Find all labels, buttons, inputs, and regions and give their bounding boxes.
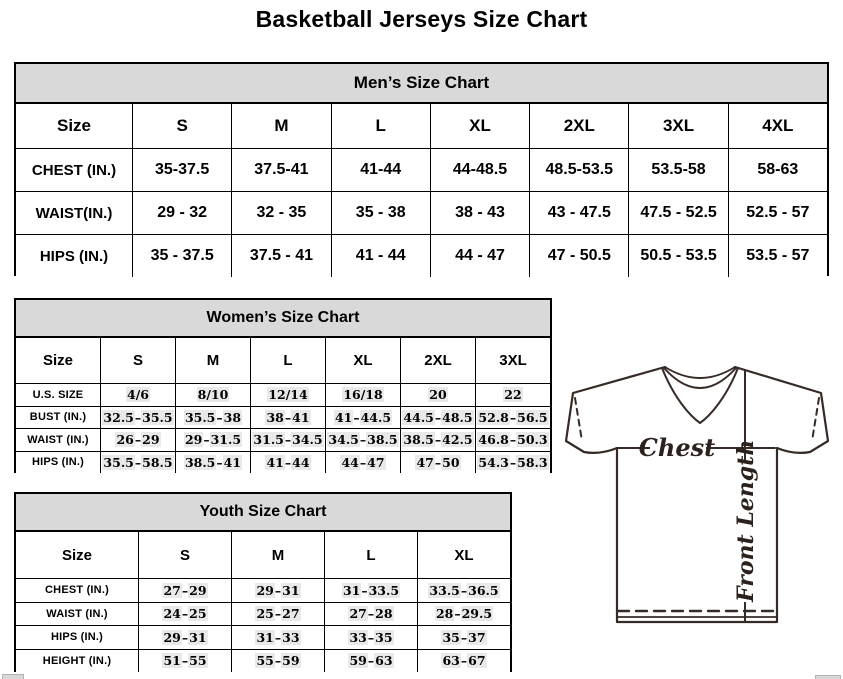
size-value-cell [232, 603, 324, 626]
value-fragment: 41 [334, 409, 353, 425]
size-value-cell: 53.5-58 [629, 149, 727, 191]
size-value-cell [251, 429, 325, 451]
value-fragment: 33.5 [429, 582, 460, 598]
value-fragment: – [454, 606, 461, 622]
size-value-cell: 38 - 43 [431, 192, 529, 234]
value-fragment: 44.5 [360, 409, 392, 425]
womens-size-table [14, 298, 552, 473]
value-fragment: 48.5 [442, 409, 473, 425]
size-column-header: M [176, 338, 250, 383]
size-value-cell [232, 650, 324, 673]
size-value-cell: 47 - 50.5 [530, 235, 628, 277]
value-fragment: 31.5 [253, 432, 284, 448]
value-fragment: – [284, 432, 292, 448]
table-title-bar: Youth Size Chart [16, 494, 510, 532]
value-fragment: 41 [266, 454, 284, 470]
size-value-cell [251, 407, 325, 429]
value-fragment: – [134, 432, 142, 448]
value-fragment: 24 [163, 606, 181, 622]
size-value-cell [325, 626, 417, 649]
size-value-cell [139, 603, 231, 626]
value-fragment: 38.5 [367, 432, 398, 448]
size-value-cell: 58-63 [729, 149, 827, 191]
size-corner-header: Size [16, 532, 138, 578]
front-length-label: Front Length [733, 439, 759, 602]
value-fragment: 41 [292, 409, 310, 425]
size-value-cell: 32 - 35 [232, 192, 330, 234]
size-value-cell [326, 452, 400, 474]
size-value-cell [418, 626, 510, 649]
size-column-header: XL [326, 338, 400, 383]
value-fragment: – [359, 432, 367, 448]
value-fragment: 27 [163, 582, 181, 598]
value-fragment: 33 [282, 629, 300, 645]
value-fragment: 34.5 [328, 432, 359, 448]
size-value-cell [418, 603, 510, 626]
measurement-row-label: HIPS (IN.) [16, 235, 132, 277]
size-column-header: XL [418, 532, 510, 578]
value-fragment: – [509, 454, 517, 470]
value-fragment: – [361, 582, 368, 598]
size-value-cell: 29 - 32 [133, 192, 231, 234]
value-fragment: 54.3 [478, 454, 509, 470]
value-fragment: – [181, 582, 189, 598]
value-fragment: 27 [282, 606, 300, 622]
size-column-header: 3XL [476, 338, 550, 383]
measurement-row-label: CHEST (IN.) [16, 149, 132, 191]
size-column-header: M [232, 104, 330, 148]
value-fragment: 29 [142, 432, 160, 448]
value-fragment: 59 [282, 653, 300, 669]
size-value-cell [101, 429, 175, 451]
size-value-cell: 35 - 37.5 [133, 235, 231, 277]
cropped-ui-fragment-right [815, 675, 841, 679]
mens-size-table [14, 62, 829, 276]
value-fragment: 28 [375, 606, 393, 622]
size-value-cell [139, 626, 231, 649]
size-corner-header: Size [16, 338, 100, 383]
value-fragment: 31.5 [210, 432, 242, 448]
size-column-header: 2XL [530, 104, 628, 148]
size-value-cell: 35 - 38 [332, 192, 430, 234]
size-column-header: S [139, 532, 231, 578]
value-fragment: 31 [282, 582, 300, 598]
size-value-cell [326, 429, 400, 451]
size-grid [16, 532, 510, 672]
value-fragment: 34.5 [292, 432, 323, 448]
size-value-cell [176, 429, 250, 451]
value-fragment: 29 [184, 432, 203, 448]
table-title-bar: Women’s Size Chart [16, 300, 550, 338]
value-fragment: 59 [349, 653, 367, 669]
size-value-cell: 35-37.5 [133, 149, 231, 191]
size-value-cell [326, 407, 400, 429]
jersey-measurement-diagram [554, 362, 841, 674]
value-fragment: 26 [116, 432, 134, 448]
measurement-row-label: WAIST (IN.) [16, 429, 100, 451]
size-grid [16, 338, 550, 473]
size-value-cell [418, 650, 510, 673]
size-value-cell [101, 452, 175, 474]
value-fragment: 35.5 [103, 454, 134, 470]
value-fragment: 58.3 [517, 454, 548, 470]
size-value-cell [176, 452, 250, 474]
value-fragment: 33.5 [368, 582, 400, 598]
value-fragment: – [359, 454, 367, 470]
size-value-cell [101, 384, 175, 406]
size-value-cell [251, 452, 325, 474]
measurement-row-label: HIPS (IN.) [16, 452, 100, 474]
measurement-row-label: U.S. SIZE [16, 384, 100, 406]
chest-label: Chest [638, 433, 716, 462]
value-fragment: 38.5 [403, 432, 434, 448]
table-title-bar: Men’s Size Chart [16, 64, 827, 104]
value-fragment: 35.5 [142, 409, 173, 425]
value-fragment: – [284, 454, 292, 470]
measurement-row-label: HIPS (IN.) [16, 626, 138, 649]
size-corner-header: Size [16, 104, 132, 148]
value-fragment: 12/14 [268, 387, 308, 403]
value-fragment: 50 [442, 454, 460, 470]
value-fragment: 67 [468, 653, 486, 669]
value-fragment: 42.5 [442, 432, 473, 448]
value-fragment: – [203, 432, 210, 448]
size-value-cell [325, 579, 417, 602]
value-fragment: 35 [375, 629, 393, 645]
size-value-cell [232, 579, 324, 602]
value-fragment: 38 [223, 409, 242, 425]
size-column-header: M [232, 532, 324, 578]
value-fragment: 63 [442, 653, 460, 669]
size-value-cell: 37.5-41 [232, 149, 330, 191]
value-fragment: 25 [256, 606, 274, 622]
value-fragment: 51 [163, 653, 181, 669]
value-fragment: – [434, 454, 442, 470]
value-fragment: – [367, 653, 375, 669]
size-value-cell: 41 - 44 [332, 235, 430, 277]
value-fragment: – [134, 409, 142, 425]
size-column-header: L [332, 104, 430, 148]
value-fragment: – [216, 454, 223, 470]
value-fragment: 29 [256, 582, 274, 598]
value-fragment: – [181, 629, 189, 645]
size-value-cell [401, 407, 475, 429]
collar-band [665, 367, 735, 378]
value-fragment: 38.5 [184, 454, 216, 470]
value-fragment: 55 [256, 653, 274, 669]
size-value-cell [476, 407, 550, 429]
size-value-cell [176, 407, 250, 429]
value-fragment: 52.8 [478, 409, 509, 425]
size-value-cell [476, 452, 550, 474]
value-fragment: – [274, 606, 282, 622]
value-fragment: – [181, 653, 189, 669]
measurement-row-label: CHEST (IN.) [16, 579, 138, 602]
value-fragment: 28 [435, 606, 454, 622]
value-fragment: – [367, 629, 375, 645]
value-fragment: 37 [468, 629, 486, 645]
size-value-cell [232, 626, 324, 649]
size-value-cell: 50.5 - 53.5 [629, 235, 727, 277]
size-value-cell [325, 603, 417, 626]
value-fragment: – [434, 432, 442, 448]
value-fragment: 29 [163, 629, 181, 645]
value-fragment: 44 [292, 454, 310, 470]
size-column-header: 4XL [729, 104, 827, 148]
size-value-cell: 43 - 47.5 [530, 192, 628, 234]
value-fragment: 20 [429, 387, 447, 403]
value-fragment: – [216, 409, 223, 425]
value-fragment: 41 [223, 454, 242, 470]
value-fragment: – [367, 606, 375, 622]
size-value-cell [139, 579, 231, 602]
value-fragment: 55 [189, 653, 207, 669]
value-fragment: 47 [416, 454, 434, 470]
value-fragment: 35.5 [184, 409, 216, 425]
size-value-cell: 44-48.5 [431, 149, 529, 191]
value-fragment: – [509, 409, 517, 425]
size-value-cell [251, 384, 325, 406]
value-fragment: 44.5 [403, 409, 434, 425]
size-value-cell [476, 384, 550, 406]
size-value-cell [101, 407, 175, 429]
size-grid [16, 104, 827, 277]
value-fragment: – [460, 582, 468, 598]
value-fragment: 8/10 [197, 387, 229, 403]
measurement-row-label: BUST (IN.) [16, 407, 100, 429]
value-fragment: 31 [342, 582, 361, 598]
size-column-header: L [325, 532, 417, 578]
youth-size-table [14, 492, 512, 672]
size-column-header: L [251, 338, 325, 383]
size-value-cell [418, 579, 510, 602]
value-fragment: 38 [266, 409, 284, 425]
size-value-cell [401, 429, 475, 451]
size-column-header: 3XL [629, 104, 727, 148]
cropped-ui-fragment-left [2, 674, 24, 679]
value-fragment: 25 [189, 606, 207, 622]
value-fragment: 50.3 [517, 432, 548, 448]
value-fragment: 29.5 [461, 606, 493, 622]
value-fragment: 46.8 [478, 432, 509, 448]
size-column-header: S [101, 338, 175, 383]
value-fragment: – [274, 629, 282, 645]
value-fragment: 32.5 [103, 409, 134, 425]
value-fragment: – [353, 409, 360, 425]
value-fragment: 4/6 [127, 387, 149, 403]
jersey-outline [566, 367, 828, 622]
value-fragment: 29 [189, 582, 207, 598]
size-value-cell: 48.5-53.5 [530, 149, 628, 191]
size-value-cell [401, 384, 475, 406]
value-fragment: – [134, 454, 142, 470]
size-column-header: S [133, 104, 231, 148]
size-value-cell: 41-44 [332, 149, 430, 191]
value-fragment: – [434, 409, 442, 425]
value-fragment: 16/18 [343, 387, 383, 403]
value-fragment: – [509, 432, 517, 448]
page-title: Basketball Jerseys Size Chart [255, 6, 588, 32]
value-fragment: 27 [349, 606, 367, 622]
size-column-header: 2XL [401, 338, 475, 383]
measurement-row-label: HEIGHT (IN.) [16, 650, 138, 673]
value-fragment: – [274, 653, 282, 669]
size-value-cell: 53.5 - 57 [729, 235, 827, 277]
value-fragment: 35 [442, 629, 460, 645]
measurement-row-label: WAIST (IN.) [16, 603, 138, 626]
size-value-cell: 44 - 47 [431, 235, 529, 277]
value-fragment: 33 [349, 629, 367, 645]
value-fragment: – [274, 582, 282, 598]
size-value-cell [325, 650, 417, 673]
measurement-row-label: WAIST(IN.) [16, 192, 132, 234]
size-value-cell: 52.5 - 57 [729, 192, 827, 234]
size-value-cell [476, 429, 550, 451]
value-fragment: 36.5 [468, 582, 499, 598]
size-value-cell: 37.5 - 41 [232, 235, 330, 277]
value-fragment: 44 [341, 454, 359, 470]
left-cuff-dashed-line [575, 398, 582, 441]
value-fragment: – [460, 653, 468, 669]
size-value-cell: 47.5 - 52.5 [629, 192, 727, 234]
value-fragment: 31 [256, 629, 274, 645]
value-fragment: 56.5 [517, 409, 548, 425]
size-column-header: XL [431, 104, 529, 148]
size-value-cell [176, 384, 250, 406]
value-fragment: – [284, 409, 292, 425]
value-fragment: 47 [367, 454, 385, 470]
value-fragment: – [460, 629, 468, 645]
value-fragment: – [181, 606, 189, 622]
value-fragment: 22 [504, 387, 522, 403]
value-fragment: 63 [375, 653, 393, 669]
size-value-cell [401, 452, 475, 474]
size-value-cell [139, 650, 231, 673]
value-fragment: 58.5 [142, 454, 173, 470]
size-value-cell [326, 384, 400, 406]
right-cuff-dashed-line [812, 398, 819, 441]
value-fragment: 31 [189, 629, 207, 645]
